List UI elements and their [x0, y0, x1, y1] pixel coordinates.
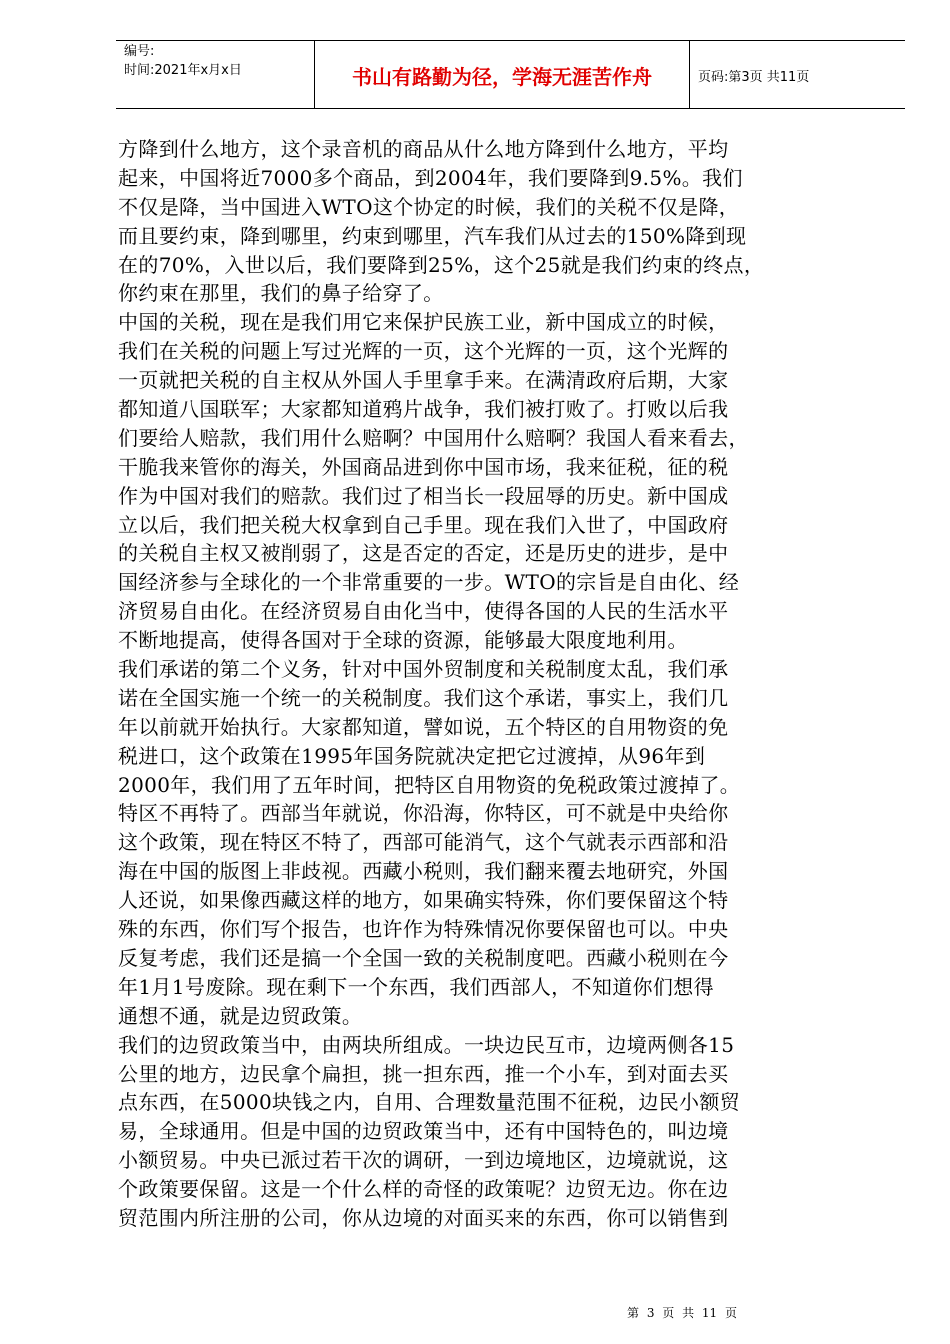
body-text-line: 通想不通，就是边贸政策。 [118, 1003, 363, 1028]
body-text-line: 不断地提高，使得各国对于全球的资源，能够最大限度地利用。 [118, 628, 688, 653]
header-right-cell [690, 41, 905, 108]
body-text-line: 你约束在那里，我们的鼻子给穿了。 [118, 281, 444, 306]
header-left-cell [116, 41, 315, 108]
body-text-line: 税进口，这个政策在1995年国务院就决定把它过渡掉，从96年到 [118, 743, 706, 768]
body-text-line: 济贸易自由化。在经济贸易自由化当中，使得各国的人民的生活水平 [118, 599, 729, 624]
body-text-line: 我们承诺的第二个义务，针对中国外贸制度和关税制度太乱，我们承 [118, 657, 729, 682]
document-body [118, 135, 878, 1233]
body-text-line: 贸范围内所注册的公司，你从边境的对面买来的东西，你可以销售到 [118, 1205, 729, 1230]
body-text-line: 国经济参与全球化的一个非常重要的一步。WTO的宗旨是自由化、经 [118, 570, 740, 595]
header-motto: 书山有路勤为径，学海无涯苦作舟 [352, 65, 652, 89]
header-middle-cell [315, 41, 690, 108]
body-text-line: 点东西，在5000块钱之内，自用、合理数量范围不征税，边民小额贸 [118, 1090, 741, 1115]
body-text-line: 易，全球通用。但是中国的边贸政策当中，还有中国特色的，叫边境 [118, 1119, 729, 1144]
body-text-line: 海在中国的版图上非歧视。西藏小税则，我们翻来覆去地研究，外国 [118, 859, 729, 884]
body-text-line: 们要给人赔款，我们用什么赔啊？中国用什么赔啊？我国人看来看去， [118, 425, 749, 450]
body-text-line: 诺在全国实施一个统一的关税制度。我们这个承诺，事实上，我们几 [118, 685, 729, 710]
body-text-line: 的关税自主权又被削弱了，这是否定的否定，还是历史的进步，是中 [118, 541, 729, 566]
page-footer: 第 3 页 共 11 页 [627, 1306, 737, 1320]
body-text-line: 不仅是降，当中国进入WTO这个协定的时候，我们的关税不仅是降， [118, 194, 740, 219]
body-text-line: 起来，中国将近7000多个商品，到2004年，我们要降到9.5%。我们 [118, 165, 743, 190]
body-text-line: 这个政策，现在特区不特了，西部可能消气，这个气就表示西部和沿 [118, 830, 729, 855]
body-text-line: 公里的地方，边民拿个扁担，挑一担东西，推一个小车，到对面去买 [118, 1061, 729, 1086]
body-text-line: 殊的东西，你们写个报告，也许作为特殊情况你要保留也可以。中央 [118, 917, 729, 942]
body-text-line: 立以后，我们把关税大权拿到自己手里。现在我们入世了，中国政府 [118, 512, 729, 537]
body-text-line: 年1月1号废除。现在剩下一个东西，我们西部人，不知道你们想得 [118, 974, 714, 999]
header-page-info: 页码:第3页 共11页 [698, 70, 810, 85]
body-text-line: 我们的边贸政策当中，由两块所组成。一块边民互市，边境两侧各15 [118, 1032, 735, 1057]
body-text-line: 在的70%，入世以后，我们要降到25%，这个25就是我们约束的终点， [118, 252, 765, 277]
time-label: 时间:2021年x月x日 [124, 63, 242, 78]
document-header [116, 40, 905, 109]
body-text-line: 而且要约束，降到哪里，约束到哪里，汽车我们从过去的150%降到现 [118, 223, 747, 248]
body-text-line: 人还说，如果像西藏这样的地方，如果确实特殊，你们要保留这个特 [118, 888, 729, 913]
body-text-line: 中国的关税，现在是我们用它来保护民族工业，新中国成立的时候， [118, 310, 729, 335]
serial-label: 编号: [124, 44, 155, 59]
body-text-line: 特区不再特了。西部当年就说，你沿海，你特区，可不就是中央给你 [118, 801, 729, 826]
body-text-line: 方降到什么地方，这个录音机的商品从什么地方降到什么地方，平均 [118, 137, 729, 161]
body-text-line: 我们在关税的问题上写过光辉的一页，这个光辉的一页，这个光辉的 [118, 339, 729, 364]
body-text-line: 小额贸易。中央已派过若干次的调研，一到边境地区，边境就说，这 [118, 1148, 729, 1173]
body-text-line: 年以前就开始执行。大家都知道，譬如说，五个特区的自用物资的免 [118, 714, 729, 739]
body-text-line: 一页就把关税的自主权从外国人手里拿手来。在满清政府后期，大家 [118, 368, 729, 393]
body-text-line: 个政策要保留。这是一个什么样的奇怪的政策呢？边贸无边。你在边 [118, 1177, 729, 1202]
body-text-line: 干脆我来管你的海关，外国商品进到你中国市场，我来征税，征的税 [118, 454, 729, 479]
body-text-line: 都知道八国联军；大家都知道鸦片战争，我们被打败了。打败以后我 [118, 397, 729, 422]
body-text-line: 2000年，我们用了五年时间，把特区自用物资的免税政策过渡掉了。 [118, 772, 741, 797]
body-text-line: 作为中国对我们的赔款。我们过了相当长一段屈辱的历史。新中国成 [118, 483, 729, 508]
body-text-line: 反复考虑，我们还是搞一个全国一致的关税制度吧。西藏小税则在今 [118, 945, 729, 970]
